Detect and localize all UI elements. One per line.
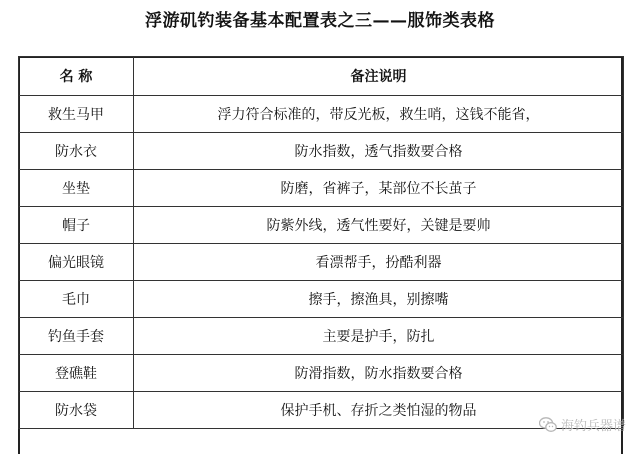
row-note: 浮力符合标准的，带反光板，救生哨，这钱不能省，: [134, 96, 624, 133]
row-name: 坐垫: [19, 170, 134, 207]
row-name: 帽子: [19, 207, 134, 244]
table-row: [19, 133, 624, 170]
table-row: [19, 281, 624, 318]
header-note: 备注说明: [134, 57, 624, 96]
table-row: [19, 96, 624, 133]
row-note: 防滑指数，防水指数要合格: [134, 355, 624, 392]
row-note: 看漂帮手，扮酷利器: [134, 244, 624, 281]
row-note: 防紫外线，透气性要好，关键是要帅: [134, 207, 624, 244]
watermark-text: 海钓兵器谱: [560, 419, 626, 434]
table-row: [19, 207, 624, 244]
row-name: 登礁鞋: [19, 355, 134, 392]
table-header-row: [19, 57, 624, 96]
table-row: [19, 244, 624, 281]
table-row: [19, 318, 624, 355]
row-note: 主要是护手，防扎: [134, 318, 624, 355]
page-title: 浮游矶钓装备基本配置表之三——服饰类表格: [145, 11, 495, 31]
row-note: 防水指数，透气指数要合格: [134, 133, 624, 170]
row-note: 保护手机、存折之类怕湿的物品: [134, 392, 624, 429]
watermark: [539, 415, 626, 434]
row-name: 防水袋: [19, 392, 134, 429]
row-note: 防磨，省裤子，某部位不长茧子: [134, 170, 624, 207]
equipment-table: [18, 56, 624, 429]
row-name: 毛巾: [19, 281, 134, 318]
row-name: 偏光眼镜: [19, 244, 134, 281]
table-row: [19, 170, 624, 207]
table-row: [19, 392, 624, 429]
header-name: 名 称: [19, 57, 134, 96]
row-name: 救生马甲: [19, 96, 134, 133]
wechat-icon: [539, 417, 557, 433]
row-note: 擦手，擦渔具，别擦嘴: [134, 281, 624, 318]
row-name: 钓鱼手套: [19, 318, 134, 355]
table-row: [19, 355, 624, 392]
row-name: 防水衣: [19, 133, 134, 170]
